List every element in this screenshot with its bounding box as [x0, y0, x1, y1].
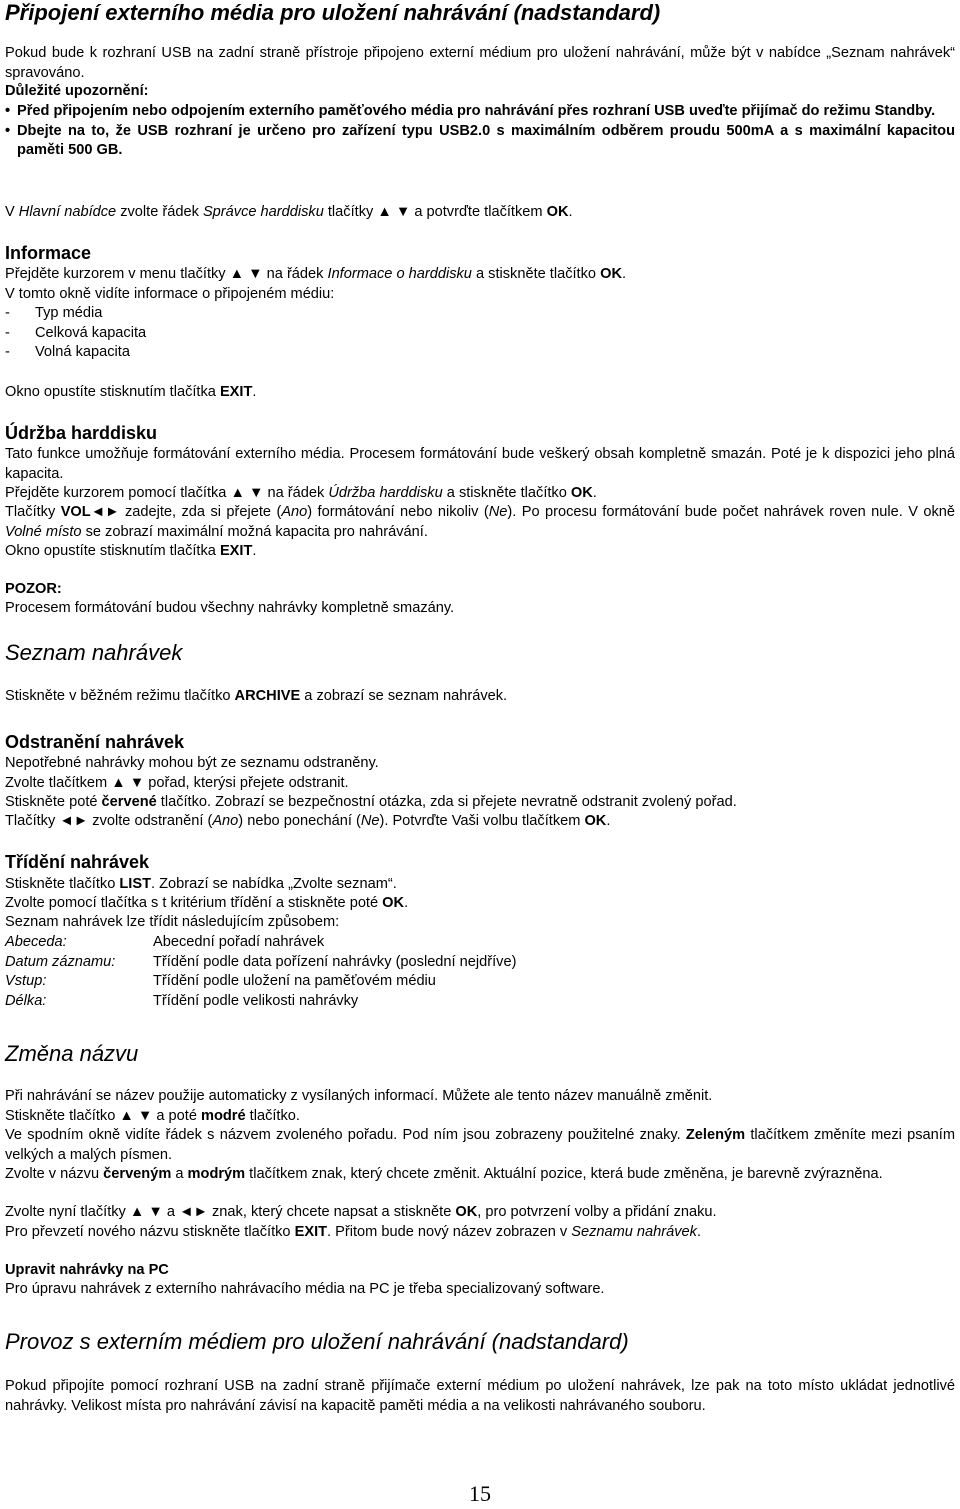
hdd-line-3: Tlačítky VOL◄► zadejte, zda si přejete (Ano) formátování nebo nikoliv (Ne). Po procesu formátování bude počet nahrávek roven nule. V okně Volné místo se zobrazí maximální možná kapacita pro nahrávání. — [5, 504, 955, 540]
heading-external-media: Připojení externího média pro uložení nahrávání (nadstandard) — [5, 0, 661, 25]
list-line-1: Stiskněte v běžném režimu tlačítko ARCHIVE a zobrazí se seznam nahrávek. — [5, 688, 508, 704]
sort-options — [5, 933, 516, 1011]
sort-option-row: Délka: Třídění podle velikosti nahrávky — [5, 992, 359, 1009]
heading-external-operation: Provoz s externím médiem pro uložení nahrávání (nadstandard) — [5, 1329, 629, 1354]
rename-line-6: Pro převzetí nového názvu stiskněte tlačítko EXIT. Přitom bude nový název zobrazen v Seznamu nahrávek. — [5, 1224, 702, 1240]
hdd-line-2: Přejděte kurzorem pomocí tlačítka ▲ ▼ na řádek Údržba harddisku a stiskněte tlačítko OK. — [5, 485, 597, 501]
hdd-exit: Okno opustíte stisknutím tlačítka EXIT. — [5, 543, 257, 559]
important-label: Důležité upozornění: — [5, 83, 149, 99]
hdd-line-1: Tato funkce umožňuje formátování externího média. Procesem formátování bude veškerý obsah kompletně smazán. Poté je k dispozici jeho plná kapacita. — [5, 446, 955, 482]
intro-paragraph: Pokud bude k rozhraní USB na zadní straně přístroje připojeno externí médium pro uložení nahrávání, může být v nabídce „Seznam nahrávek“ spravováno. — [5, 45, 955, 81]
info-exit: Okno opustíte stisknutím tlačítka EXIT. — [5, 384, 257, 400]
sort-line-1: Stiskněte tlačítko LIST. Zobrazí se nabídka „Zvolte seznam“. — [5, 876, 397, 892]
rename-line-1: Při nahrávání se název použije automaticky z vysílaných informací. Můžete ale tento název manuálně změnit. — [5, 1088, 713, 1104]
list-item: - Typ média — [5, 305, 103, 321]
heading-sort-recordings: Třídění nahrávek — [5, 852, 150, 872]
heading-delete-recordings: Odstranění nahrávek — [5, 732, 185, 752]
heading-informace: Informace — [5, 243, 92, 263]
sort-line-3: Seznam nahrávek lze třídit následujícím způsobem: — [5, 914, 340, 930]
page-number: 15 — [469, 1481, 491, 1506]
sort-line-2: Zvolte pomocí tlačítka s t kritérium třídění a stiskněte poté OK. — [5, 895, 409, 911]
sort-option-row: Vstup: Třídění podle uložení na paměťovém médiu — [5, 973, 436, 990]
warning-label: POZOR: — [5, 581, 62, 597]
heading-recordings-list: Seznam nahrávek — [5, 640, 183, 665]
info-line-1: Přejděte kurzorem v menu tlačítky ▲ ▼ na řádek Informace o harddisku a stiskněte tlačítko OK. — [5, 266, 627, 282]
delete-line-2: Zvolte tlačítkem ▲ ▼ pořad, kterýsi přejete odstranit. — [5, 775, 349, 791]
rename-line-2: Stiskněte tlačítko ▲ ▼ a poté modré tlačítko. — [5, 1108, 300, 1124]
delete-line-3: Stiskněte poté červené tlačítko. Zobrazí se bezpečnostní otázka, zda si přejete nevratně odstranit zvolený pořad. — [5, 794, 737, 810]
delete-line-1: Nepotřebné nahrávky mohou být ze seznamu odstraněny. — [5, 755, 379, 771]
rename-line-5: Zvolte nyní tlačítky ▲ ▼ a ◄► znak, který chcete napsat a stiskněte OK, pro potvrzení volby a přidání znaku. — [5, 1204, 717, 1220]
bullet-usb-spec: • Dbejte na to, že USB rozhraní je určeno pro zařízení typu USB2.0 s maximálním odběrem proudu 500mA a s maximální kapacitou paměti 500 GB. — [5, 122, 955, 161]
rename-line-3: Ve spodním okně vidíte řádek s názvem zvoleného pořadu. Pod ním jsou zobrazeny použitelné znaky. Zeleným tlačítkem změníte mezi psaním velkých a malých písmen. — [5, 1127, 955, 1163]
info-item-list — [5, 304, 146, 363]
heading-edit-on-pc: Upravit nahrávky na PC — [5, 1262, 169, 1278]
delete-line-4: Tlačítky ◄► zvolte odstranění (Ano) nebo ponechání (Ne). Potvrďte Vaši volbu tlačítkem OK. — [5, 813, 611, 829]
heading-hdd-maintenance: Údržba harddisku — [5, 423, 158, 443]
menu-instruction: V Hlavní nabídce zvolte řádek Správce harddisku tlačítky ▲ ▼ a potvrďte tlačítkem OK. — [5, 204, 573, 220]
heading-rename: Změna názvu — [5, 1041, 139, 1066]
sort-option-row: Abeceda: Abecední pořadí nahrávek — [5, 934, 325, 950]
sort-option-row: Datum záznamu: Třídění podle data pořízení nahrávky (poslední nejdříve) — [5, 953, 517, 970]
ext-line-1: Pokud připojíte pomocí rozhraní USB na zadní straně přijímače externí médium po uložení nahrávek, lze pak na toto místo ukládat jednotlivé nahrávky. Velikost místa pro nahrávání závisí na kapacitě paměti média a na velikosti nahrávaného souboru. — [5, 1378, 955, 1414]
list-item: - Volná kapacita — [5, 344, 130, 361]
pc-line-1: Pro úpravu nahrávek z externího nahrávacího média na PC je třeba specializovaný software. — [5, 1281, 605, 1297]
warning-text: Procesem formátování budou všechny nahrávky kompletně smazány. — [5, 600, 455, 616]
info-line-2: V tomto okně vidíte informace o připojeném médiu: — [5, 286, 335, 302]
list-item: - Celková kapacita — [5, 324, 147, 341]
bullet-standby: • Před připojením nebo odpojením externího paměťového média pro nahrávání přes rozhraní USB uveďte přijímač do režimu Standby. — [5, 102, 955, 122]
important-list — [5, 102, 955, 161]
rename-line-4: Zvolte v názvu červeným a modrým tlačítkem znak, který chcete změnit. Aktuální pozice, která bude změněna, je barevně zvýrazněna. — [5, 1166, 883, 1182]
